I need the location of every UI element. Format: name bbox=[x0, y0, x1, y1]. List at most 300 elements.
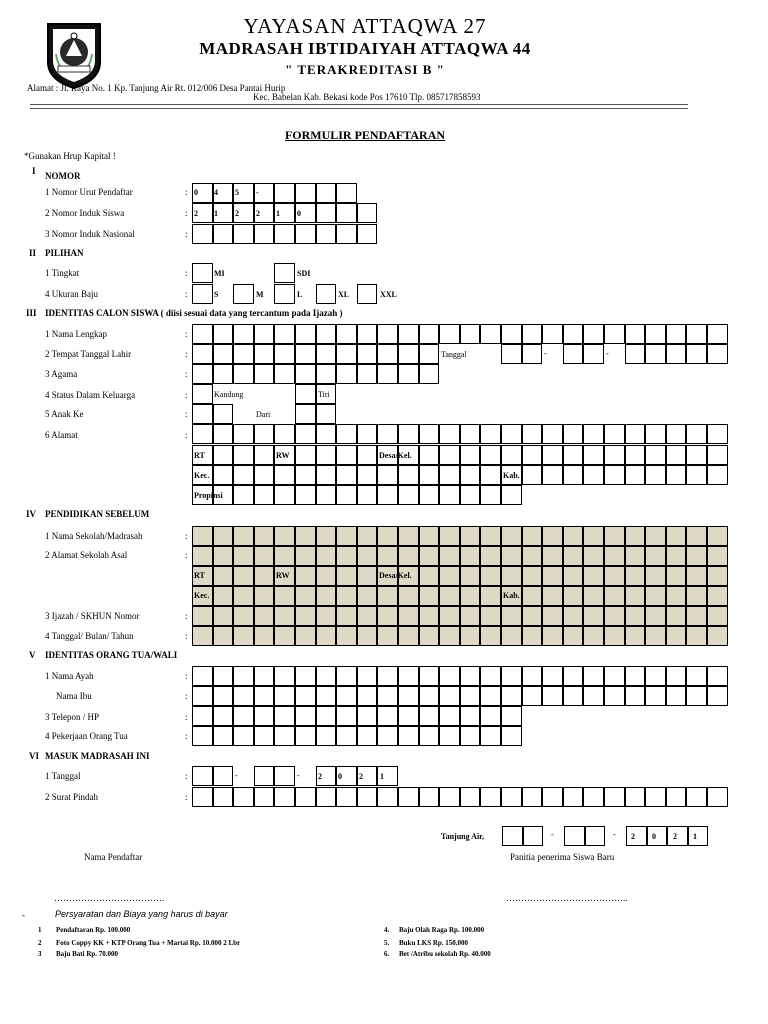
input-cell[interactable] bbox=[419, 344, 440, 364]
input-cell[interactable] bbox=[542, 686, 563, 706]
input-cell[interactable] bbox=[480, 566, 501, 586]
input-cell[interactable] bbox=[542, 666, 563, 686]
input-cell[interactable] bbox=[707, 526, 728, 546]
input-cell[interactable] bbox=[254, 626, 275, 646]
input-cell[interactable] bbox=[295, 324, 316, 344]
signature-date-cell[interactable] bbox=[688, 826, 709, 846]
input-cell[interactable] bbox=[254, 465, 275, 485]
input-cell[interactable] bbox=[336, 686, 357, 706]
input-cell[interactable] bbox=[336, 566, 357, 586]
input-cell[interactable] bbox=[398, 324, 419, 344]
input-cell[interactable] bbox=[295, 706, 316, 726]
input-cell[interactable] bbox=[336, 183, 357, 203]
input-cell[interactable] bbox=[274, 706, 295, 726]
input-cell[interactable] bbox=[480, 424, 501, 444]
input-cell[interactable] bbox=[501, 626, 522, 646]
input-cell[interactable] bbox=[295, 686, 316, 706]
input-cell[interactable] bbox=[460, 324, 481, 344]
input-cell[interactable] bbox=[625, 606, 646, 626]
input-cell[interactable] bbox=[398, 666, 419, 686]
input-cell[interactable] bbox=[501, 726, 522, 746]
input-cell[interactable] bbox=[233, 586, 254, 606]
input-cell[interactable] bbox=[213, 766, 234, 786]
input-cell[interactable] bbox=[213, 324, 234, 344]
input-cell[interactable] bbox=[542, 546, 563, 566]
input-cell[interactable] bbox=[213, 686, 234, 706]
input-cell[interactable] bbox=[501, 566, 522, 586]
input-cell[interactable] bbox=[686, 324, 707, 344]
input-cell[interactable] bbox=[377, 606, 398, 626]
input-cell[interactable] bbox=[419, 465, 440, 485]
input-cell[interactable] bbox=[336, 726, 357, 746]
input-cell[interactable] bbox=[377, 586, 398, 606]
input-cell[interactable] bbox=[213, 526, 234, 546]
input-cell[interactable] bbox=[501, 546, 522, 566]
input-cell[interactable] bbox=[666, 566, 687, 586]
input-cell[interactable] bbox=[583, 586, 604, 606]
input-cell[interactable] bbox=[213, 546, 234, 566]
input-cell[interactable] bbox=[480, 787, 501, 807]
input-cell[interactable] bbox=[357, 445, 378, 465]
input-cell[interactable] bbox=[398, 424, 419, 444]
signature-date-cell[interactable] bbox=[667, 826, 688, 846]
input-cell[interactable] bbox=[213, 224, 234, 244]
input-cell[interactable] bbox=[645, 424, 666, 444]
input-cell[interactable] bbox=[645, 626, 666, 646]
input-cell[interactable] bbox=[501, 666, 522, 686]
input-cell[interactable] bbox=[522, 586, 543, 606]
input-cell[interactable] bbox=[336, 424, 357, 444]
input-cell[interactable] bbox=[625, 344, 646, 364]
input-cell[interactable] bbox=[336, 224, 357, 244]
input-cell[interactable] bbox=[522, 666, 543, 686]
input-cell[interactable] bbox=[336, 606, 357, 626]
input-cell[interactable] bbox=[377, 364, 398, 384]
input-cell[interactable] bbox=[192, 526, 213, 546]
input-cell[interactable] bbox=[336, 787, 357, 807]
input-cell[interactable] bbox=[377, 424, 398, 444]
input-cell[interactable] bbox=[316, 726, 337, 746]
input-cell[interactable] bbox=[377, 485, 398, 505]
input-cell[interactable] bbox=[357, 364, 378, 384]
input-cell[interactable] bbox=[707, 344, 728, 364]
input-cell[interactable] bbox=[274, 183, 295, 203]
input-cell[interactable] bbox=[254, 424, 275, 444]
input-cell[interactable] bbox=[336, 706, 357, 726]
input-cell[interactable] bbox=[357, 586, 378, 606]
input-cell[interactable] bbox=[295, 726, 316, 746]
input-cell[interactable] bbox=[357, 224, 378, 244]
input-cell[interactable] bbox=[604, 586, 625, 606]
input-cell[interactable] bbox=[542, 626, 563, 646]
input-cell[interactable] bbox=[604, 686, 625, 706]
input-cell[interactable] bbox=[233, 726, 254, 746]
input-cell[interactable] bbox=[213, 566, 234, 586]
input-cell[interactable] bbox=[501, 686, 522, 706]
input-cell[interactable] bbox=[645, 666, 666, 686]
input-cell[interactable] bbox=[707, 586, 728, 606]
input-cell[interactable] bbox=[233, 364, 254, 384]
input-cell[interactable] bbox=[274, 465, 295, 485]
input-cell[interactable] bbox=[316, 787, 337, 807]
input-cell[interactable] bbox=[645, 546, 666, 566]
input-cell[interactable] bbox=[480, 666, 501, 686]
input-cell[interactable] bbox=[439, 424, 460, 444]
input-cell[interactable] bbox=[398, 606, 419, 626]
input-cell[interactable] bbox=[666, 606, 687, 626]
input-cell[interactable] bbox=[316, 445, 337, 465]
input-cell[interactable] bbox=[254, 485, 275, 505]
input-cell[interactable] bbox=[336, 465, 357, 485]
input-cell[interactable] bbox=[501, 606, 522, 626]
input-cell[interactable] bbox=[419, 787, 440, 807]
input-cell[interactable] bbox=[192, 324, 213, 344]
input-cell[interactable] bbox=[522, 465, 543, 485]
input-cell[interactable] bbox=[233, 686, 254, 706]
input-cell[interactable] bbox=[357, 324, 378, 344]
input-cell[interactable] bbox=[563, 787, 584, 807]
input-cell[interactable] bbox=[398, 706, 419, 726]
input-cell[interactable] bbox=[192, 606, 213, 626]
input-cell[interactable] bbox=[645, 465, 666, 485]
input-cell[interactable] bbox=[377, 726, 398, 746]
input-cell[interactable] bbox=[377, 626, 398, 646]
input-cell[interactable] bbox=[563, 445, 584, 465]
input-cell[interactable] bbox=[316, 706, 337, 726]
input-cell[interactable] bbox=[583, 787, 604, 807]
input-cell[interactable] bbox=[192, 224, 213, 244]
input-cell[interactable] bbox=[295, 526, 316, 546]
input-cell[interactable] bbox=[419, 586, 440, 606]
input-cell[interactable] bbox=[336, 586, 357, 606]
input-cell[interactable] bbox=[274, 666, 295, 686]
input-cell[interactable] bbox=[377, 526, 398, 546]
input-cell[interactable] bbox=[501, 485, 522, 505]
signature-date-cell[interactable] bbox=[647, 826, 668, 846]
input-cell[interactable] bbox=[316, 666, 337, 686]
input-cell[interactable] bbox=[357, 626, 378, 646]
input-cell[interactable] bbox=[480, 626, 501, 646]
input-cell[interactable] bbox=[439, 787, 460, 807]
input-cell[interactable] bbox=[254, 445, 275, 465]
input-cell[interactable] bbox=[583, 424, 604, 444]
input-cell[interactable] bbox=[233, 546, 254, 566]
input-cell[interactable] bbox=[439, 706, 460, 726]
input-cell[interactable] bbox=[666, 666, 687, 686]
signature-date-cell[interactable] bbox=[626, 826, 647, 846]
input-cell[interactable] bbox=[213, 424, 234, 444]
input-cell[interactable] bbox=[460, 626, 481, 646]
input-cell[interactable] bbox=[604, 666, 625, 686]
input-cell[interactable] bbox=[460, 445, 481, 465]
input-cell[interactable] bbox=[563, 546, 584, 566]
input-cell[interactable] bbox=[563, 606, 584, 626]
input-cell[interactable] bbox=[460, 424, 481, 444]
input-cell[interactable] bbox=[357, 686, 378, 706]
input-cell[interactable] bbox=[666, 586, 687, 606]
input-cell[interactable] bbox=[357, 787, 378, 807]
input-cell[interactable] bbox=[625, 586, 646, 606]
input-cell[interactable] bbox=[213, 787, 234, 807]
input-cell[interactable] bbox=[316, 284, 337, 304]
input-cell[interactable] bbox=[686, 344, 707, 364]
signature-date-cell[interactable] bbox=[585, 826, 606, 846]
input-cell[interactable] bbox=[460, 465, 481, 485]
input-cell[interactable] bbox=[295, 364, 316, 384]
input-cell[interactable] bbox=[666, 686, 687, 706]
input-cell[interactable] bbox=[274, 284, 295, 304]
input-cell[interactable] bbox=[625, 465, 646, 485]
input-cell[interactable] bbox=[439, 606, 460, 626]
input-cell[interactable] bbox=[233, 224, 254, 244]
input-cell[interactable] bbox=[213, 666, 234, 686]
input-cell[interactable] bbox=[213, 706, 234, 726]
input-cell[interactable] bbox=[563, 566, 584, 586]
input-cell[interactable] bbox=[480, 485, 501, 505]
input-cell[interactable] bbox=[233, 526, 254, 546]
input-cell[interactable] bbox=[295, 546, 316, 566]
input-cell[interactable] bbox=[439, 526, 460, 546]
input-cell[interactable] bbox=[522, 526, 543, 546]
input-cell[interactable] bbox=[522, 566, 543, 586]
input-cell[interactable] bbox=[213, 606, 234, 626]
input-cell[interactable] bbox=[439, 726, 460, 746]
input-cell[interactable] bbox=[192, 666, 213, 686]
input-cell[interactable] bbox=[254, 546, 275, 566]
input-cell[interactable] bbox=[645, 686, 666, 706]
input-cell[interactable] bbox=[233, 666, 254, 686]
input-cell[interactable] bbox=[254, 606, 275, 626]
input-cell[interactable] bbox=[666, 787, 687, 807]
input-cell[interactable] bbox=[583, 344, 604, 364]
input-cell[interactable] bbox=[192, 364, 213, 384]
input-cell[interactable] bbox=[501, 344, 522, 364]
input-cell[interactable] bbox=[583, 465, 604, 485]
input-cell[interactable] bbox=[480, 726, 501, 746]
input-cell[interactable] bbox=[666, 546, 687, 566]
input-cell[interactable] bbox=[522, 626, 543, 646]
input-cell[interactable] bbox=[233, 445, 254, 465]
input-cell[interactable] bbox=[274, 546, 295, 566]
input-cell[interactable] bbox=[192, 726, 213, 746]
input-cell[interactable] bbox=[419, 424, 440, 444]
input-cell[interactable] bbox=[295, 183, 316, 203]
input-cell[interactable] bbox=[480, 465, 501, 485]
input-cell[interactable] bbox=[192, 787, 213, 807]
input-cell[interactable] bbox=[254, 787, 275, 807]
input-cell[interactable] bbox=[357, 546, 378, 566]
input-cell[interactable] bbox=[625, 546, 646, 566]
input-cell[interactable] bbox=[295, 424, 316, 444]
input-cell[interactable] bbox=[398, 344, 419, 364]
input-cell[interactable] bbox=[213, 445, 234, 465]
input-cell[interactable] bbox=[439, 465, 460, 485]
input-cell[interactable] bbox=[707, 445, 728, 465]
input-cell[interactable] bbox=[522, 686, 543, 706]
input-cell[interactable] bbox=[625, 445, 646, 465]
input-cell[interactable] bbox=[522, 546, 543, 566]
input-cell[interactable] bbox=[583, 666, 604, 686]
input-cell[interactable] bbox=[686, 424, 707, 444]
input-cell[interactable] bbox=[316, 183, 337, 203]
input-cell[interactable] bbox=[295, 626, 316, 646]
input-cell[interactable] bbox=[274, 787, 295, 807]
input-cell[interactable] bbox=[625, 787, 646, 807]
input-cell[interactable] bbox=[686, 566, 707, 586]
input-cell[interactable] bbox=[645, 526, 666, 546]
input-cell[interactable] bbox=[357, 284, 378, 304]
input-cell[interactable] bbox=[295, 485, 316, 505]
input-cell[interactable] bbox=[357, 485, 378, 505]
input-cell[interactable] bbox=[604, 546, 625, 566]
input-cell[interactable] bbox=[357, 566, 378, 586]
input-cell[interactable] bbox=[666, 465, 687, 485]
input-cell[interactable] bbox=[295, 606, 316, 626]
input-cell[interactable] bbox=[522, 787, 543, 807]
input-cell[interactable] bbox=[439, 445, 460, 465]
input-cell[interactable] bbox=[563, 586, 584, 606]
input-cell[interactable] bbox=[274, 586, 295, 606]
input-cell[interactable] bbox=[254, 344, 275, 364]
input-cell[interactable] bbox=[625, 666, 646, 686]
input-cell[interactable] bbox=[316, 526, 337, 546]
input-cell[interactable] bbox=[192, 263, 213, 283]
input-cell[interactable] bbox=[398, 787, 419, 807]
input-cell[interactable] bbox=[563, 526, 584, 546]
input-cell[interactable] bbox=[460, 526, 481, 546]
input-cell[interactable] bbox=[336, 666, 357, 686]
input-cell[interactable] bbox=[645, 586, 666, 606]
input-cell[interactable] bbox=[254, 586, 275, 606]
input-cell[interactable] bbox=[542, 445, 563, 465]
input-cell[interactable] bbox=[213, 626, 234, 646]
input-cell[interactable] bbox=[480, 546, 501, 566]
input-cell[interactable] bbox=[604, 445, 625, 465]
input-cell[interactable] bbox=[501, 706, 522, 726]
input-cell[interactable] bbox=[542, 465, 563, 485]
input-cell[interactable] bbox=[583, 626, 604, 646]
input-cell[interactable] bbox=[542, 606, 563, 626]
input-cell[interactable] bbox=[274, 626, 295, 646]
input-cell[interactable] bbox=[295, 224, 316, 244]
input-cell[interactable] bbox=[686, 787, 707, 807]
input-cell[interactable] bbox=[645, 324, 666, 344]
input-cell[interactable] bbox=[377, 666, 398, 686]
input-cell[interactable] bbox=[316, 606, 337, 626]
input-cell[interactable] bbox=[419, 706, 440, 726]
input-cell[interactable] bbox=[316, 424, 337, 444]
input-cell[interactable] bbox=[707, 465, 728, 485]
input-cell[interactable] bbox=[254, 766, 275, 786]
input-cell[interactable] bbox=[316, 203, 337, 223]
input-cell[interactable] bbox=[707, 424, 728, 444]
input-cell[interactable] bbox=[316, 404, 337, 424]
input-cell[interactable] bbox=[213, 404, 234, 424]
input-cell[interactable] bbox=[686, 666, 707, 686]
input-cell[interactable] bbox=[192, 284, 213, 304]
input-cell[interactable] bbox=[419, 726, 440, 746]
input-cell[interactable] bbox=[398, 526, 419, 546]
input-cell[interactable] bbox=[357, 706, 378, 726]
input-cell[interactable] bbox=[625, 526, 646, 546]
input-cell[interactable] bbox=[316, 324, 337, 344]
input-cell[interactable] bbox=[666, 626, 687, 646]
input-cell[interactable] bbox=[233, 424, 254, 444]
input-cell[interactable] bbox=[213, 344, 234, 364]
input-cell[interactable] bbox=[192, 546, 213, 566]
input-cell[interactable] bbox=[316, 546, 337, 566]
input-cell[interactable] bbox=[398, 726, 419, 746]
input-cell[interactable] bbox=[192, 424, 213, 444]
input-cell[interactable] bbox=[357, 465, 378, 485]
input-cell[interactable] bbox=[336, 445, 357, 465]
input-cell[interactable] bbox=[233, 566, 254, 586]
input-cell[interactable] bbox=[419, 546, 440, 566]
input-cell[interactable] bbox=[666, 526, 687, 546]
input-cell[interactable] bbox=[419, 626, 440, 646]
input-cell[interactable] bbox=[336, 546, 357, 566]
input-cell[interactable] bbox=[233, 284, 254, 304]
input-cell[interactable] bbox=[460, 726, 481, 746]
input-cell[interactable] bbox=[233, 626, 254, 646]
input-cell[interactable] bbox=[419, 686, 440, 706]
input-cell[interactable] bbox=[604, 566, 625, 586]
input-cell[interactable] bbox=[460, 586, 481, 606]
input-cell[interactable] bbox=[604, 787, 625, 807]
input-cell[interactable] bbox=[336, 485, 357, 505]
input-cell[interactable] bbox=[254, 666, 275, 686]
input-cell[interactable] bbox=[625, 424, 646, 444]
input-cell[interactable] bbox=[336, 324, 357, 344]
input-cell[interactable] bbox=[357, 726, 378, 746]
input-cell[interactable] bbox=[254, 324, 275, 344]
input-cell[interactable] bbox=[686, 686, 707, 706]
input-cell[interactable] bbox=[707, 787, 728, 807]
input-cell[interactable] bbox=[460, 666, 481, 686]
input-cell[interactable] bbox=[542, 526, 563, 546]
input-cell[interactable] bbox=[419, 445, 440, 465]
input-cell[interactable] bbox=[377, 465, 398, 485]
input-cell[interactable] bbox=[254, 526, 275, 546]
signature-date-cell[interactable] bbox=[564, 826, 585, 846]
input-cell[interactable] bbox=[274, 344, 295, 364]
input-cell[interactable] bbox=[480, 606, 501, 626]
input-cell[interactable] bbox=[357, 344, 378, 364]
input-cell[interactable] bbox=[419, 566, 440, 586]
signature-date-cell[interactable] bbox=[502, 826, 523, 846]
input-cell[interactable] bbox=[295, 445, 316, 465]
input-cell[interactable] bbox=[604, 324, 625, 344]
input-cell[interactable] bbox=[666, 344, 687, 364]
input-cell[interactable] bbox=[542, 324, 563, 344]
input-cell[interactable] bbox=[274, 364, 295, 384]
input-cell[interactable] bbox=[254, 224, 275, 244]
input-cell[interactable] bbox=[480, 706, 501, 726]
input-cell[interactable] bbox=[295, 344, 316, 364]
input-cell[interactable] bbox=[213, 465, 234, 485]
input-cell[interactable] bbox=[274, 726, 295, 746]
input-cell[interactable] bbox=[316, 224, 337, 244]
input-cell[interactable] bbox=[192, 686, 213, 706]
input-cell[interactable] bbox=[460, 485, 481, 505]
input-cell[interactable] bbox=[707, 324, 728, 344]
signature-date-cell[interactable] bbox=[523, 826, 544, 846]
input-cell[interactable] bbox=[625, 324, 646, 344]
input-cell[interactable] bbox=[357, 424, 378, 444]
input-cell[interactable] bbox=[439, 546, 460, 566]
input-cell[interactable] bbox=[295, 787, 316, 807]
input-cell[interactable] bbox=[645, 445, 666, 465]
